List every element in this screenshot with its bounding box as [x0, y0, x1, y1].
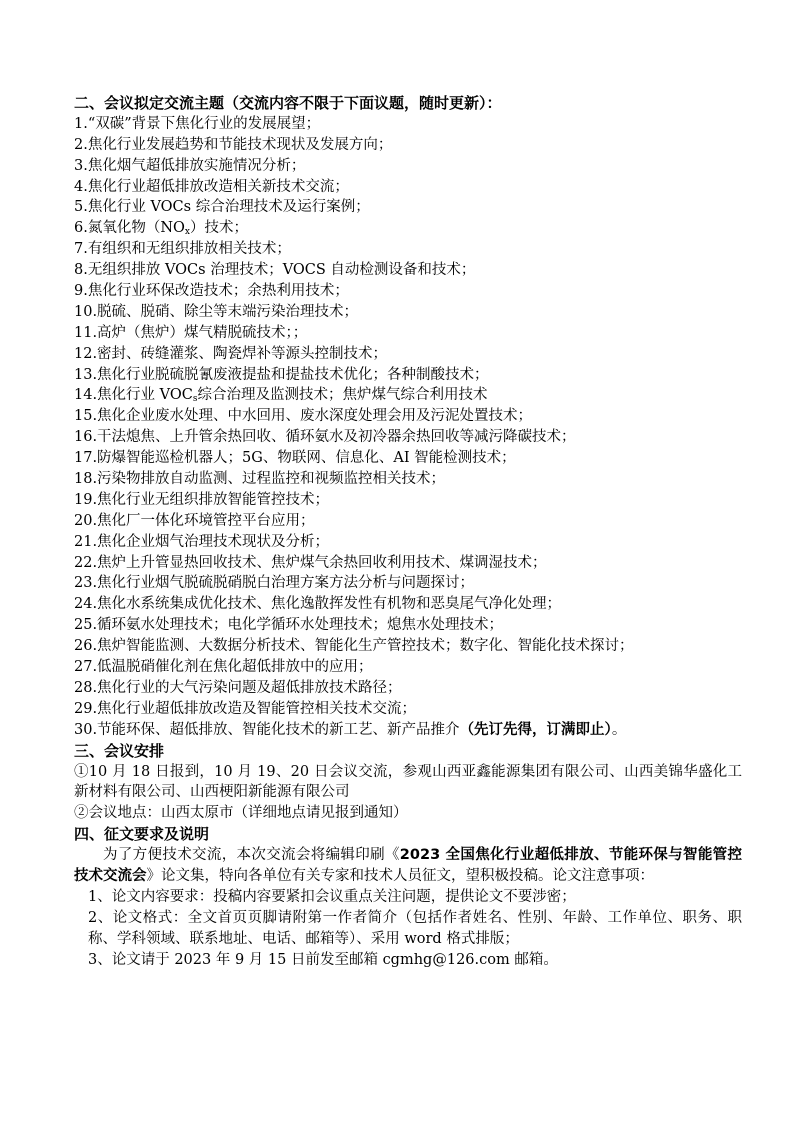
topic-30-prefix: 30.节能环保、超低排放、智能化技术的新工艺、新产品推介 — [74, 721, 460, 738]
topic-5: 5.焦化行业 VOCs 综合治理技术及运行案例； — [74, 199, 370, 216]
topic-10: 10.脱硫、脱硝、除尘等末端污染治理技术； — [74, 303, 359, 320]
topic-19: 19.焦化行业无组织排放智能管控技术； — [74, 491, 330, 508]
topic-29: 29.焦化行业超低排放改造及智能管控相关技术交流； — [74, 700, 417, 717]
call-for-papers-intro — [74, 845, 742, 887]
topic-14 — [74, 385, 742, 406]
topic-27: 27.低温脱硝催化剂在焦化超低排放中的应用； — [74, 659, 373, 676]
topic-6-sub: x — [184, 227, 190, 238]
topic-18: 18.污染物排放自动监测、过程监控和视频监控相关技术； — [74, 471, 446, 488]
topic-14-suffix: 综合治理及监测技术；焦炉煤气综合利用技术 — [197, 387, 488, 404]
requirement-3: 3、论文请于 2023 年 9 月 15 日前发至邮箱 cgmhg@126.com 邮箱。 — [88, 951, 558, 968]
topic-16: 16.干法熄焦、上升管余热回收、循环氨水及初冷器余热回收等减污降碳技术； — [74, 429, 576, 446]
topic-30-bold: （先订先得，订满即止） — [459, 721, 612, 738]
topic-12: 12.密封、砖缝灌浆、陶瓷焊补等源头控制技术； — [74, 345, 388, 362]
schedule-item-1: ①10 月 18 日报到，10 月 19、20 日会议交流，参观山西亚鑫能源集团有限公司、山西美锦华盛化工新材料有限公司、山西梗阳新能源有限公司 — [74, 763, 742, 801]
topic-20: 20.焦化厂一体化环境管控平台应用； — [74, 512, 315, 529]
section4-heading: 四、征文要求及说明 — [74, 825, 210, 844]
topic-11: 11.高炉（焦炉）煤气精脱硫技术；； — [74, 324, 308, 341]
section3-heading: 三、会议安排 — [74, 741, 165, 760]
topic-15: 15.焦化企业废水处理、中水回用、废水深度处理会用及污泥处置技术； — [74, 408, 533, 425]
requirement-2: 2、论文格式：全文首页页脚请附第一作者简介（包括作者姓名、性别、年龄、工作单位、职务、职称、学科领域、联系地址、电话、邮箱等）、采用 word 格式排版； — [88, 909, 742, 947]
topic-6-prefix: 6.氮氧化物（NO — [74, 220, 185, 237]
topic-22: 22.焦炉上升管显热回收技术、焦炉煤气余热回收利用技术、煤调湿技术； — [74, 554, 547, 571]
topic-1: 1.“双碳”背景下焦化行业的发展展望； — [74, 115, 321, 132]
intro-suffix: 》论文集，特向各单位有关专家和技术人员征文，望积极投稿。论文注意事项： — [146, 868, 654, 884]
topic-14-sub: s — [192, 394, 198, 405]
topic-21: 21.焦化企业烟气治理技术现状及分析； — [74, 533, 330, 550]
topic-8: 8.无组织排放 VOCs 治理技术；VOCS 自动检测设备和技术； — [74, 262, 476, 279]
topic-30 — [74, 720, 742, 741]
topic-6-suffix: ）技术； — [190, 220, 248, 237]
section2-heading: 二、会议拟定交流主题（交流内容不限于下面议题，随时更新）： — [74, 94, 502, 112]
topic-4: 4.焦化行业超低排放改造相关新技术交流； — [74, 178, 349, 195]
topic-9: 9.焦化行业环保改造技术；余热利用技术； — [74, 283, 349, 300]
intro-prefix: 为了方便技术交流，本次交流会将编辑印刷《 — [103, 847, 400, 864]
document-content — [74, 93, 742, 971]
requirement-1: 1、论文内容要求：投稿内容要紧扣会议重点关注问题，提供论文不要涉密； — [88, 888, 576, 905]
topic-17: 17.防爆智能巡检机器人；5G、物联网、信息化、AI 智能检测技术； — [74, 450, 516, 467]
topic-23: 23.焦化行业烟气脱硫脱硝脱白治理方案方法分析与问题探讨； — [74, 575, 475, 592]
topic-6 — [74, 218, 742, 239]
topic-14-prefix: 14.焦化行业 VOC — [74, 387, 193, 404]
topic-3: 3.焦化烟气超低排放实施情况分析； — [74, 157, 306, 174]
topic-7: 7.有组织和无组织排放相关技术； — [74, 241, 291, 258]
topic-30-end: 。 — [611, 721, 627, 738]
topic-13: 13.焦化行业脱硫脱氰废液提盐和提盐技术优化；各种制酸技术； — [74, 366, 489, 383]
schedule-item-2: ②会议地点：山西太原市（详细地点请见报到通知） — [74, 805, 408, 822]
topic-25: 25.循环氨水处理技术；电化学循环水处理技术；熄焦水处理技术； — [74, 617, 504, 634]
topic-26: 26.焦炉智能监测、大数据分析技术、智能化生产管控技术；数字化、智能化技术探讨； — [74, 638, 634, 655]
topic-2: 2.焦化行业发展趋势和节能技术现状及发展方向； — [74, 136, 393, 153]
topic-24: 24.焦化水系统集成优化技术、焦化逸散挥发性有机物和恶臭尾气净化处理； — [74, 596, 562, 613]
intro-bold-title: 2023 全国焦化行业超低排放、节能环保与智能管控技术交流会 — [74, 847, 742, 884]
topic-28: 28.焦化行业的大气污染问题及超低排放技术路径； — [74, 679, 402, 696]
